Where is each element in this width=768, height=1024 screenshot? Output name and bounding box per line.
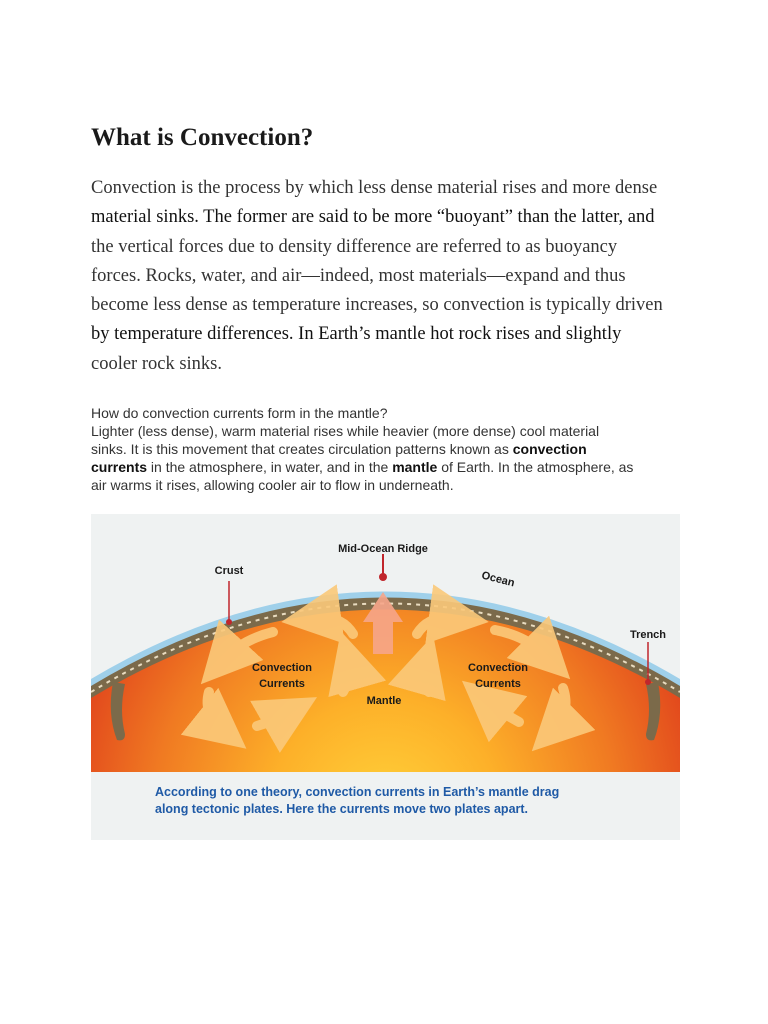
- caption-line: According to one theory, convection currents in Earth’s mantle drag: [155, 785, 560, 799]
- answer-text: of Earth. In the atmosphere, as: [437, 459, 634, 475]
- convection-diagram: [91, 514, 680, 840]
- answer-line: [91, 440, 691, 458]
- intro-line: material sinks. The former are said to be more “buoyant” than the latter, and: [91, 207, 655, 228]
- intro-line: become less dense as temperature increases, so convection is typically driven: [91, 295, 663, 316]
- answer-text: in the atmosphere, in water, and in the: [147, 459, 393, 475]
- convection-right-label: Convection: [468, 662, 528, 674]
- page-title: What is Convection?: [91, 124, 314, 151]
- qa-section: [91, 404, 691, 494]
- intro-paragraph: [91, 174, 691, 379]
- diagram-caption: [155, 784, 559, 818]
- question-text: How do convection currents form in the mantle?: [91, 405, 388, 421]
- answer-bold-term: mantle: [392, 459, 438, 475]
- trench-label: Trench: [629, 629, 667, 641]
- ridge-marker: [379, 573, 387, 581]
- currents-right-label: Currents: [475, 678, 521, 690]
- caption-line: along tectonic plates. Here the currents move two plates apart.: [155, 802, 529, 816]
- answer-bold-term: convection: [512, 441, 587, 457]
- diagram-divider: [91, 772, 680, 774]
- right-arrow-up: [424, 664, 429, 692]
- intro-line: forces. Rocks, water, and air—indeed, most materials—expand and thus: [91, 265, 626, 286]
- answer-line: air warms it rises, allowing cooler air to flow in underneath.: [91, 477, 454, 493]
- crust-pointer-dot: [226, 619, 232, 625]
- intro-line: Convection is the process by which less dense material rises and more dense: [91, 178, 658, 198]
- trench-pointer-dot: [645, 679, 651, 685]
- intro-line: by temperature differences. In Earth’s mantle hot rock rises and slightly: [91, 324, 622, 345]
- diagram-illustration: [91, 514, 680, 774]
- ridge-label: Mid-Ocean Ridge: [338, 543, 428, 555]
- answer-line: [91, 458, 691, 476]
- mantle-label: Mantle: [366, 695, 402, 707]
- convection-left-label: Convection: [252, 662, 312, 674]
- intro-line: cooler rock sinks.: [91, 353, 223, 374]
- currents-left-label: Currents: [259, 678, 305, 690]
- ocean-label: Ocean: [480, 569, 516, 590]
- intro-line: the vertical forces due to density difference are referred to as buoyancy: [91, 236, 618, 257]
- answer-text: sinks. It is this movement that creates circulation patterns known as: [91, 441, 513, 457]
- crust-label: Crust: [214, 565, 244, 577]
- answer-bold-term: currents: [91, 459, 148, 475]
- answer-line: Lighter (less dense), warm material rises while heavier (more dense) cool material: [91, 423, 600, 439]
